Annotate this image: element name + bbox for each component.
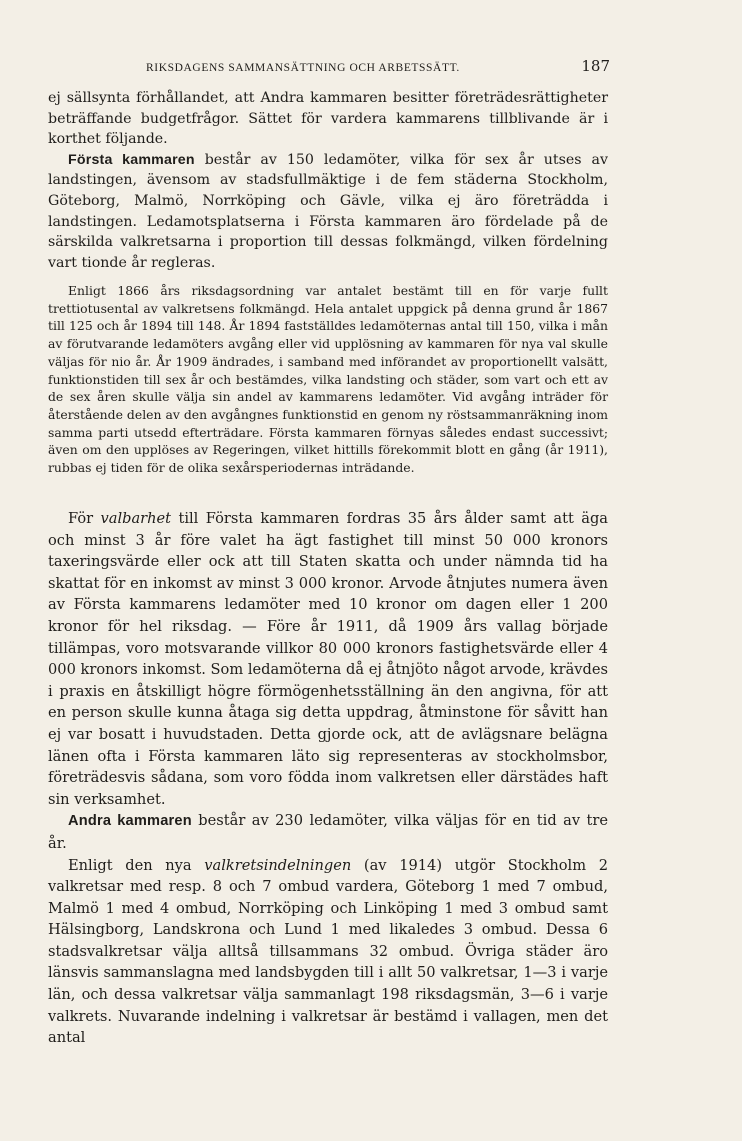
- emphasis-valbarhet: valbarhet: [100, 510, 172, 527]
- heading-andra-kammaren: Andra kammaren: [68, 813, 192, 830]
- paragraph-text: För: [68, 510, 101, 527]
- running-title: RIKSDAGENS SAMMANSÄTTNING OCH ARBETSSÄTT.: [146, 62, 460, 74]
- page-number: 187: [581, 57, 610, 75]
- paragraph-valbarhet: [48, 508, 608, 810]
- paragraph-text: (av 1914) utgör Stockholm 2 valkretsar med resp. 8 och 7 ombud vardera, Göteborg 1 med 7 ombud, Malmö 1 med 4 ombud, Norrköping och Linköping 1 med 3 ombud samt Hälsingborg, Landskrona och Lund 1 med likaledes 3 ombud. Dessa 6 stadsvalkretsar välja alltså tillsammans 32 ombud. Övriga städer äro länsvis sammanslagna med landsbygden till i allt 50 valkretsar, 1—3 i varje län, och dessa valkretsar välja sammanlagt 198 riksdagsmän, 3—6 i varje valkrets. Nuvarande indelning i valkretsar är bestämd i vallagen, men det antal: [48, 856, 609, 1047]
- small-print-note: [48, 282, 608, 477]
- emphasis-valkretsindelningen: valkretsindelningen: [204, 856, 352, 874]
- paragraph-continuation: ej sällsynta förhållandet, att Andra kammaren besitter företrädesrättigheter beträffande budgetfrågor. Sättet för vardera kammarens tillblivande är i korthet följande.: [48, 90, 608, 148]
- page-header: [48, 57, 610, 75]
- paragraph-valkretsindelningen: [48, 855, 608, 1049]
- note-paragraph: Enligt 1866 års riksdagsordning var antalet bestämt till en för varje fullt trettiotusental av valkretsens folkmängd. Hela antalet uppgick på denna grund år 1867 till 125 och år 1894 till 148. År 1894 fastställdes ledamöternas antal till 150, vilka i mån av förutvarande ledamöters avgång eller vid upplösning av kammaren för nya val skulle väljas för nio år. År 1909 ändrades, i samband med införandet av proportionellt valsätt, funktionstiden till sex år och bestämdes, vilka landsting och städer, som vart och ett av de sex åren skulle välja sin andel av kammarens ledamöter. Vid avgång inträder för återstående delen av den avgångnes funktionstid en genom ny röstsammanräkning inom samma parti utsedd efterträdare. Första kammaren förnyas således endast successivt; även om den upplöses av Regeringen, vilket hittills förekommit blott en gång (år 1911), rubbas ej tiden för de olika sexårsperiodernas inträdande.: [48, 283, 608, 476]
- paragraph-text: Enligt den nya: [68, 856, 205, 874]
- intro-text-block: [48, 88, 608, 273]
- paragraph-text: består av 230 ledamöter, vilka väljas för en tid av tre år.: [48, 812, 608, 852]
- paragraph-andra-kammaren: [48, 810, 608, 854]
- main-text-block: [48, 508, 608, 1049]
- paragraph-forsta-kammaren: [48, 150, 608, 274]
- heading-forsta-kammaren: Första kammaren: [68, 151, 195, 168]
- paragraph-text: till Första kammaren fordras 35 års ålder samt att äga och minst 3 år före valet ha ägt fastighet till minst 50 000 kronors taxeringsvärde eller ock att till Staten skatta och under nämnda tid ha skattat för en inkomst av minst 3 000 kronor. Arvode åtnjutes numera även av Första kammarens ledamöter med 10 kronor om dagen eller 1 200 kronor för hel riksdag. — Före år 1911, då 1909 års vallag började tillämpas, voro motsvarande villkor 80 000 kronors fastighetsvärde eller 4 000 kronors inkomst. Som ledamöterna då ej åtnjöto något arvode, krävdes i praxis en åtskilligt högre förmögenhetsställning än den angivna, för att en person skulle kunna åtaga sig detta uppdrag, åtminstone för såvitt han ej var bosatt i huvudstaden. Detta gjorde ock, att de avlägsnare belägna länen ofta i Första kammaren läto sig representeras av stockholmsbor, företrädesvis sådana, som voro födda inom valkretsen eller därstädes haft sin verksamhet.: [48, 510, 608, 808]
- paragraph-text: består av 150 ledamöter, vilka för sex år utses av landstingen, ävensom av stadsfullmäktige i de fem städerna Stockholm, Göteborg, Malmö, Norrköping och Gävle, vilka ej äro företrädda i landstingen. Ledamotsplatserna i Första kammaren äro fördelade på de särskilda valkretsarna i proportion till dessas folkmängd, vilken fördelning vart tionde år regleras.: [48, 151, 608, 271]
